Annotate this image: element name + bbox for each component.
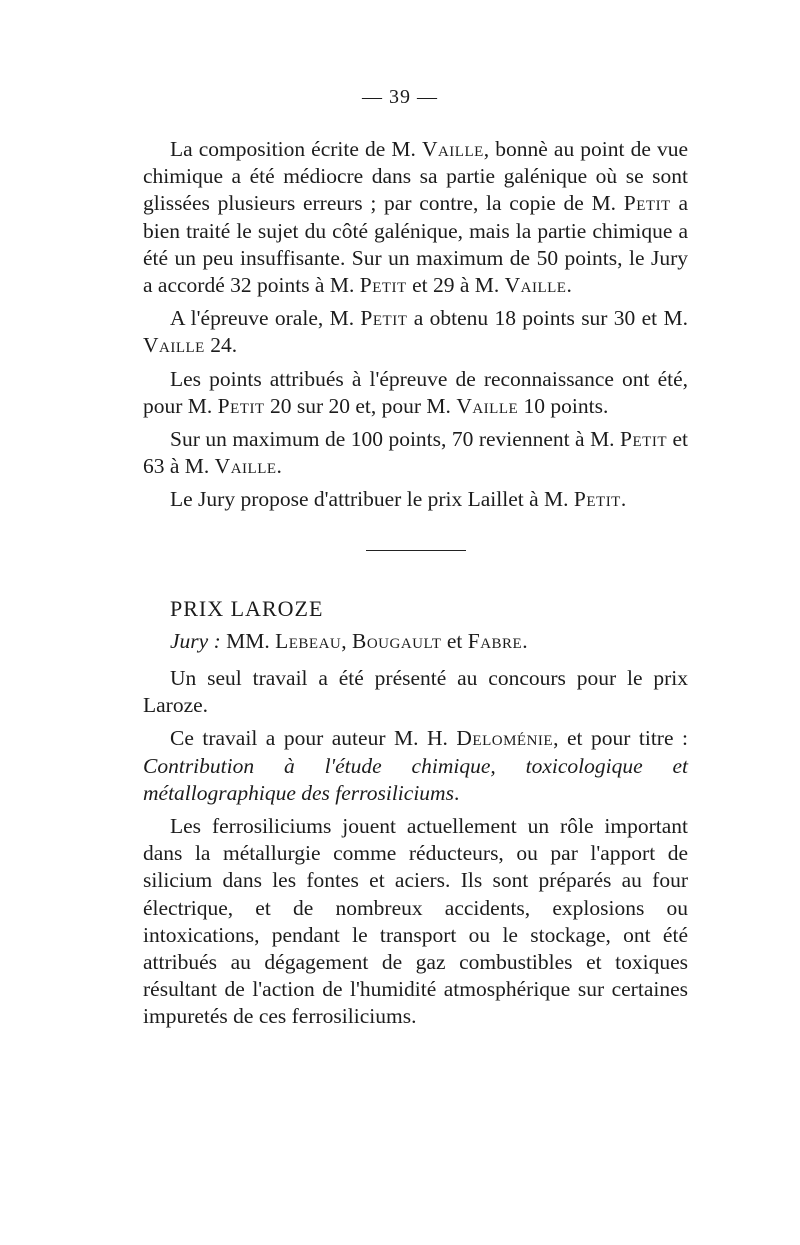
text-run: Le Jury propose d'attribuer le prix Laillet à M. xyxy=(170,487,574,512)
surname: Petit xyxy=(620,427,667,452)
paragraph-author xyxy=(143,725,688,807)
text-run: MM. xyxy=(220,628,276,653)
surname: Petit xyxy=(573,487,621,512)
paragraph-total xyxy=(143,426,688,480)
paragraph-oral xyxy=(143,305,688,359)
text-run: A l'épreuve orale, M. xyxy=(170,306,361,331)
surname: Petit xyxy=(360,306,408,331)
jury-label: Jury : xyxy=(170,628,221,653)
text-run: . xyxy=(522,628,528,653)
surname: Bougault xyxy=(352,628,442,653)
paragraph-proposal xyxy=(143,486,688,513)
work-title: Contribution à l'étude chimique, toxicologique et métallographique des ferrosiliciums xyxy=(143,753,688,805)
body-text xyxy=(143,136,688,1037)
text-run: et 63 à M. xyxy=(143,427,688,479)
surname: Vaille xyxy=(143,333,205,358)
surname: Vaille xyxy=(456,393,519,418)
text-run: . xyxy=(276,454,282,479)
surname: Vaille xyxy=(421,137,484,161)
surname: Petit xyxy=(359,273,407,298)
text-run: a bien traité le sujet du côté galénique, mais la partie chimique a été un peu insuffisante. Sur un maximum de 50 points, le Jury a accordé 32 points à M. xyxy=(143,191,688,298)
text-run: et 29 à M. xyxy=(406,273,505,298)
text-run: , xyxy=(341,628,352,653)
paragraph-single-work: Un seul travail a été présenté au concours pour le prix Laroze. xyxy=(143,666,688,718)
paragraph-reconnaissance xyxy=(143,366,688,420)
text-run: Les points attribués à l'épreuve de reconnaissance ont été, pour M. xyxy=(143,366,688,418)
surname: Lebeau xyxy=(275,628,342,653)
surname: Vaille xyxy=(504,273,567,298)
section-divider xyxy=(366,550,466,551)
surname: Vaille xyxy=(214,454,277,479)
text-run: 24. xyxy=(204,333,238,358)
text-run: a obtenu 18 points sur 30 et M. xyxy=(407,306,688,331)
surname: Deloménie xyxy=(456,726,554,751)
text-run: . xyxy=(453,780,460,805)
text-run: La composition écrite de M. xyxy=(170,137,422,161)
text-run: et xyxy=(441,628,468,653)
text-run: . xyxy=(620,487,627,512)
text-run: 20 sur 20 et, pour M. xyxy=(264,393,457,418)
paragraph-ferrosiliciums: Les ferrosiliciums jouent actuellement un rôle important dans la métallurgie comme réducteurs, ou par l'apport de silicium dans les fontes et aciers. Ils sont préparés au four électrique, et de nombreux accidents, explosions ou intoxications, pendant le transport ou le stockage, ont été attribués au dégagement de gaz combustibles et toxiques résultant de l'action de l'humidité atmosphérique sur certaines impuretés de ces ferrosiliciums. xyxy=(143,814,688,1029)
surname: Petit xyxy=(217,393,265,418)
text-run: , et pour titre : xyxy=(553,726,688,751)
text-run: , bonnè au point de vue chimique a été médiocre dans sa partie galénique où se sont glissées plusieurs erreurs ; par contre, la copie de M. xyxy=(143,137,688,216)
section-title: PRIX LAROZE xyxy=(170,595,324,621)
text-run: 10 points. xyxy=(518,393,609,418)
page-number: — 39 — xyxy=(362,86,438,108)
paragraph-composition xyxy=(143,136,688,299)
jury-line xyxy=(143,628,688,655)
surname: Petit xyxy=(623,191,671,216)
text-run: Sur un maximum de 100 points, 70 reviennent à M. xyxy=(170,427,621,452)
text-run: Ce travail a pour auteur M. H. xyxy=(170,726,457,751)
text-run: . xyxy=(566,273,572,298)
surname: Fabre xyxy=(467,628,523,653)
